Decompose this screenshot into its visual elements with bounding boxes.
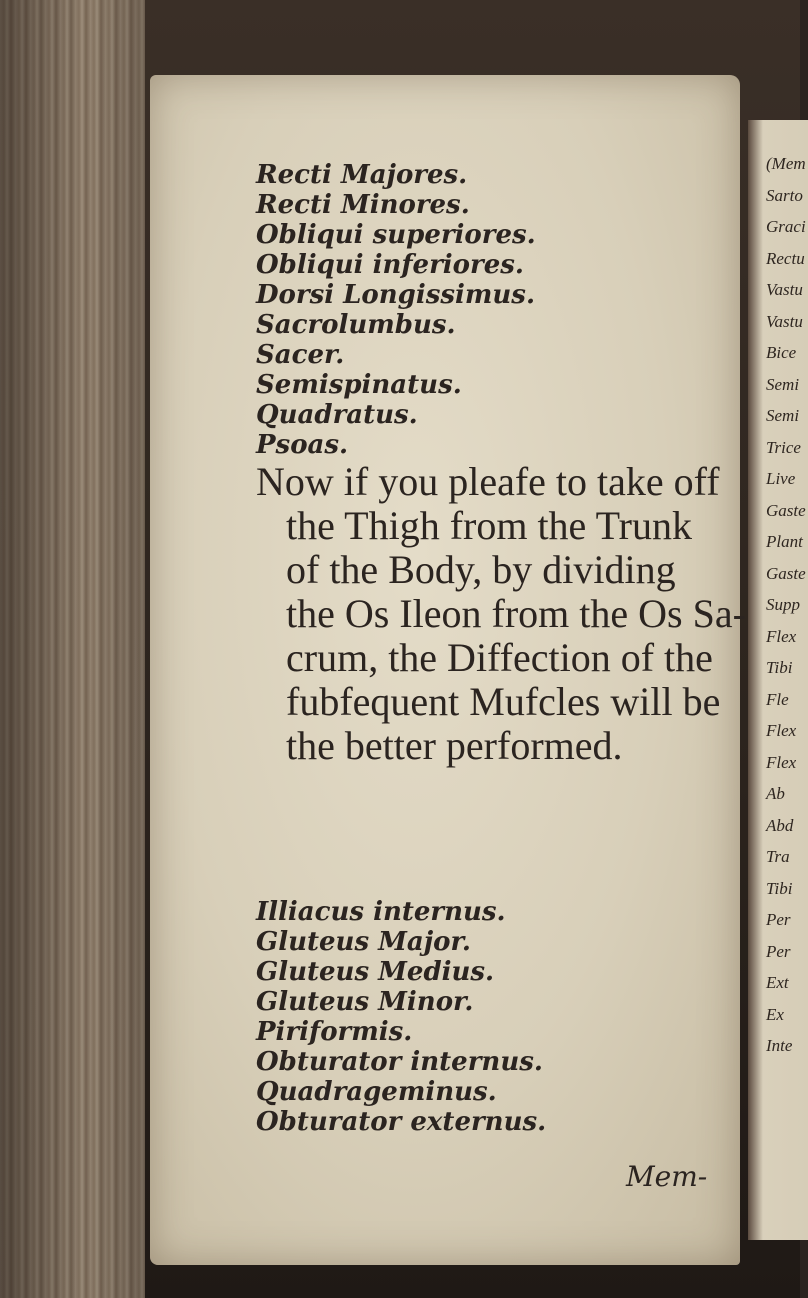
muscle-name: Sacer. [256, 340, 345, 370]
muscle-name: Semispinatus. [256, 370, 462, 400]
facing-page-line: Fle [766, 689, 789, 709]
facing-page-line: Vastu [766, 280, 803, 299]
catchword: Mem- [626, 1160, 708, 1193]
muscle-name: Illiacus internus. [256, 897, 506, 927]
facing-page-line: Per [766, 941, 791, 961]
facing-page-line: Tra [766, 847, 790, 866]
muscle-name: Obturator externus. [256, 1107, 547, 1137]
muscle-name: Quadratus. [256, 400, 418, 430]
facing-page-text [766, 148, 806, 1062]
paragraph-line: of the Body, by dividing [286, 547, 676, 592]
facing-page-line: Abd [766, 815, 794, 835]
paragraph-line: the better performed. [286, 723, 623, 768]
facing-page-line: Sarto [766, 185, 803, 205]
muscle-name: Obliqui inferiores. [256, 250, 524, 280]
paragraph-line: crum, the Diffection of the [286, 635, 713, 680]
muscle-name: Dorsi Longissimus. [256, 280, 535, 310]
facing-page-line: Ext [766, 973, 789, 992]
facing-page-line: Rectu [766, 248, 805, 268]
facing-page-line: Per [766, 910, 791, 929]
muscle-name: Obliqui superiores. [256, 220, 536, 250]
facing-page-line: Flex [766, 752, 797, 772]
facing-page-line: Gaste [766, 500, 806, 520]
muscle-name: Recti Majores. [256, 160, 468, 190]
paragraph-line: Now if you pleafe to take off [256, 459, 720, 504]
facing-page-line: (Mem [766, 154, 806, 173]
facing-page-line: Bice [766, 343, 797, 362]
muscle-name: Sacrolumbus. [256, 310, 456, 340]
facing-page-line: Tibi [766, 878, 793, 898]
muscle-name: Piriformis. [256, 1017, 413, 1047]
facing-page-line: Ab [766, 784, 785, 803]
paragraph-line: the Thigh from the Trunk [286, 503, 692, 548]
page-edges-left [0, 0, 145, 1298]
facing-page-line: Ex [766, 1004, 784, 1024]
body-paragraph [256, 459, 746, 768]
muscle-name: Obturator internus. [256, 1047, 543, 1077]
facing-page-line: Graci [766, 217, 806, 236]
paragraph-line: fubfequent Mufcles will be [286, 679, 721, 724]
paragraph-line: the Os Ileon from the Os Sa- [286, 591, 746, 636]
facing-page-line: Flex [766, 626, 797, 646]
muscle-list-bottom [256, 897, 546, 1137]
facing-page-line: Semi [766, 374, 800, 394]
muscle-name: Gluteus Medius. [256, 957, 495, 987]
facing-page-line: Supp [766, 595, 800, 614]
facing-page-line: Tibi [766, 658, 793, 677]
facing-page-line: Live [766, 469, 796, 488]
facing-page-line: Vastu [766, 311, 803, 331]
facing-page-line: Trice [766, 437, 801, 457]
facing-page-line: Flex [766, 721, 797, 740]
facing-page-line: Inte [766, 1036, 793, 1055]
facing-page-line: Plant [766, 532, 803, 551]
muscle-name: Gluteus Minor. [256, 987, 474, 1017]
muscle-list-top [256, 160, 536, 460]
muscle-name: Quadrageminus. [256, 1077, 497, 1107]
muscle-name: Psoas. [256, 430, 349, 460]
facing-page-line: Semi [766, 406, 800, 425]
muscle-name: Gluteus Major. [256, 927, 471, 957]
muscle-name: Recti Minores. [256, 190, 470, 220]
facing-page-line: Gaste [766, 563, 806, 583]
